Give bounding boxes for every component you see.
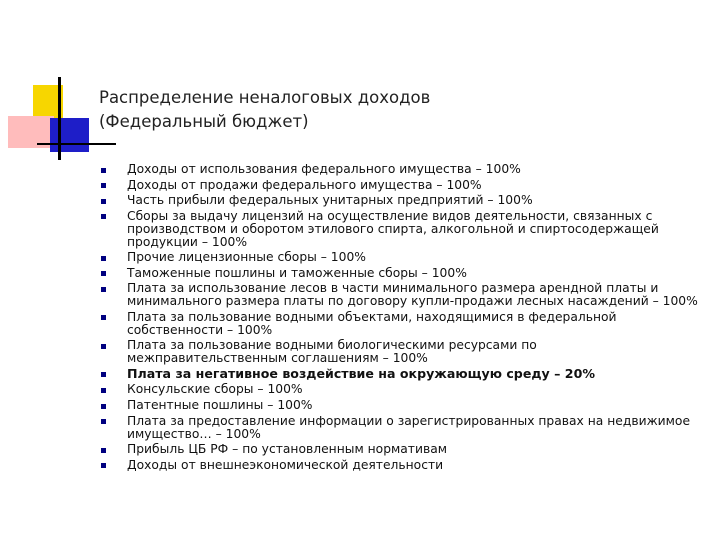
square-bullet-icon (101, 372, 106, 377)
square-bullet-icon (101, 404, 106, 409)
slide-title-line-1: Распределение неналоговых доходов (99, 88, 431, 107)
list-item-text: Плата за пользование водными объектами, находящимися в федеральной собственности – 100% (127, 309, 617, 337)
slide-title (99, 86, 430, 134)
list-item (100, 267, 700, 280)
list-item (100, 194, 700, 207)
square-bullet-icon (101, 419, 106, 424)
list-item (100, 443, 700, 456)
list-item-text: Таможенные пошлины и таможенные сборы – 100% (127, 265, 467, 280)
list-item-text: Консульские сборы – 100% (127, 382, 303, 397)
list-item-text: Плата за использование лесов в части минимального размера арендной платы и минимального размера платы по договору купли-продажи лесных насаждений – 100% (127, 281, 698, 309)
list-item (100, 339, 700, 365)
square-bullet-icon (101, 315, 106, 320)
list-item (100, 415, 700, 441)
list-item-text: Доходы от внешнеэкономической деятельности (127, 457, 444, 472)
list-item-text: Патентные пошлины – 100% (127, 398, 313, 413)
list-item-text: Доходы от использования федерального имущества – 100% (127, 162, 521, 176)
square-bullet-icon (101, 388, 106, 393)
list-item (100, 251, 700, 264)
list-item (100, 383, 700, 396)
list-item (100, 311, 700, 337)
list-item-text: Прочие лицензионные сборы – 100% (127, 250, 366, 265)
deco-vertical-line (58, 77, 61, 160)
list-item-text: Часть прибыли федеральных унитарных предприятий – 100% (127, 193, 533, 208)
decorative-corner-graphic (0, 0, 120, 170)
square-bullet-icon (101, 199, 106, 204)
square-bullet-icon (101, 287, 106, 292)
square-bullet-icon (101, 344, 106, 349)
square-bullet-icon (101, 463, 106, 468)
list-item (100, 459, 700, 472)
square-bullet-icon (101, 271, 106, 276)
list-item-text: Плата за предоставление информации о зарегистрированных правах на недвижимое имущество… – 100% (127, 413, 691, 441)
list-item (100, 365, 700, 381)
list-item-text: Сборы за выдачу лицензий на осуществление видов деятельности, связанных с производством и оборотом этилового спирта, алкогольной и спиртосодержащей продукции – 100% (127, 208, 659, 249)
list-item (100, 210, 700, 249)
square-bullet-icon (101, 183, 106, 188)
square-bullet-icon (101, 256, 106, 261)
revenue-list (100, 163, 700, 474)
square-bullet-icon (101, 168, 106, 173)
list-item (100, 163, 700, 176)
slide-title-line-2: (Федеральный бюджет) (99, 112, 309, 131)
list-item-text: Доходы от продажи федерального имущества – 100% (127, 177, 482, 192)
deco-horizontal-line (37, 143, 116, 145)
list-item-text: Прибыль ЦБ РФ – по установленным нормативам (127, 442, 448, 457)
deco-blue-square (50, 118, 89, 152)
list-item (100, 179, 700, 192)
square-bullet-icon (101, 214, 106, 219)
list-item (100, 399, 700, 412)
square-bullet-icon (101, 448, 106, 453)
list-item-text: Плата за пользование водными биологическими ресурсами по межправительственным соглашениям – 100% (127, 338, 537, 366)
list-item (100, 282, 700, 308)
list-item-text: Плата за негативное воздействие на окружающую среду – 20% (127, 365, 595, 381)
